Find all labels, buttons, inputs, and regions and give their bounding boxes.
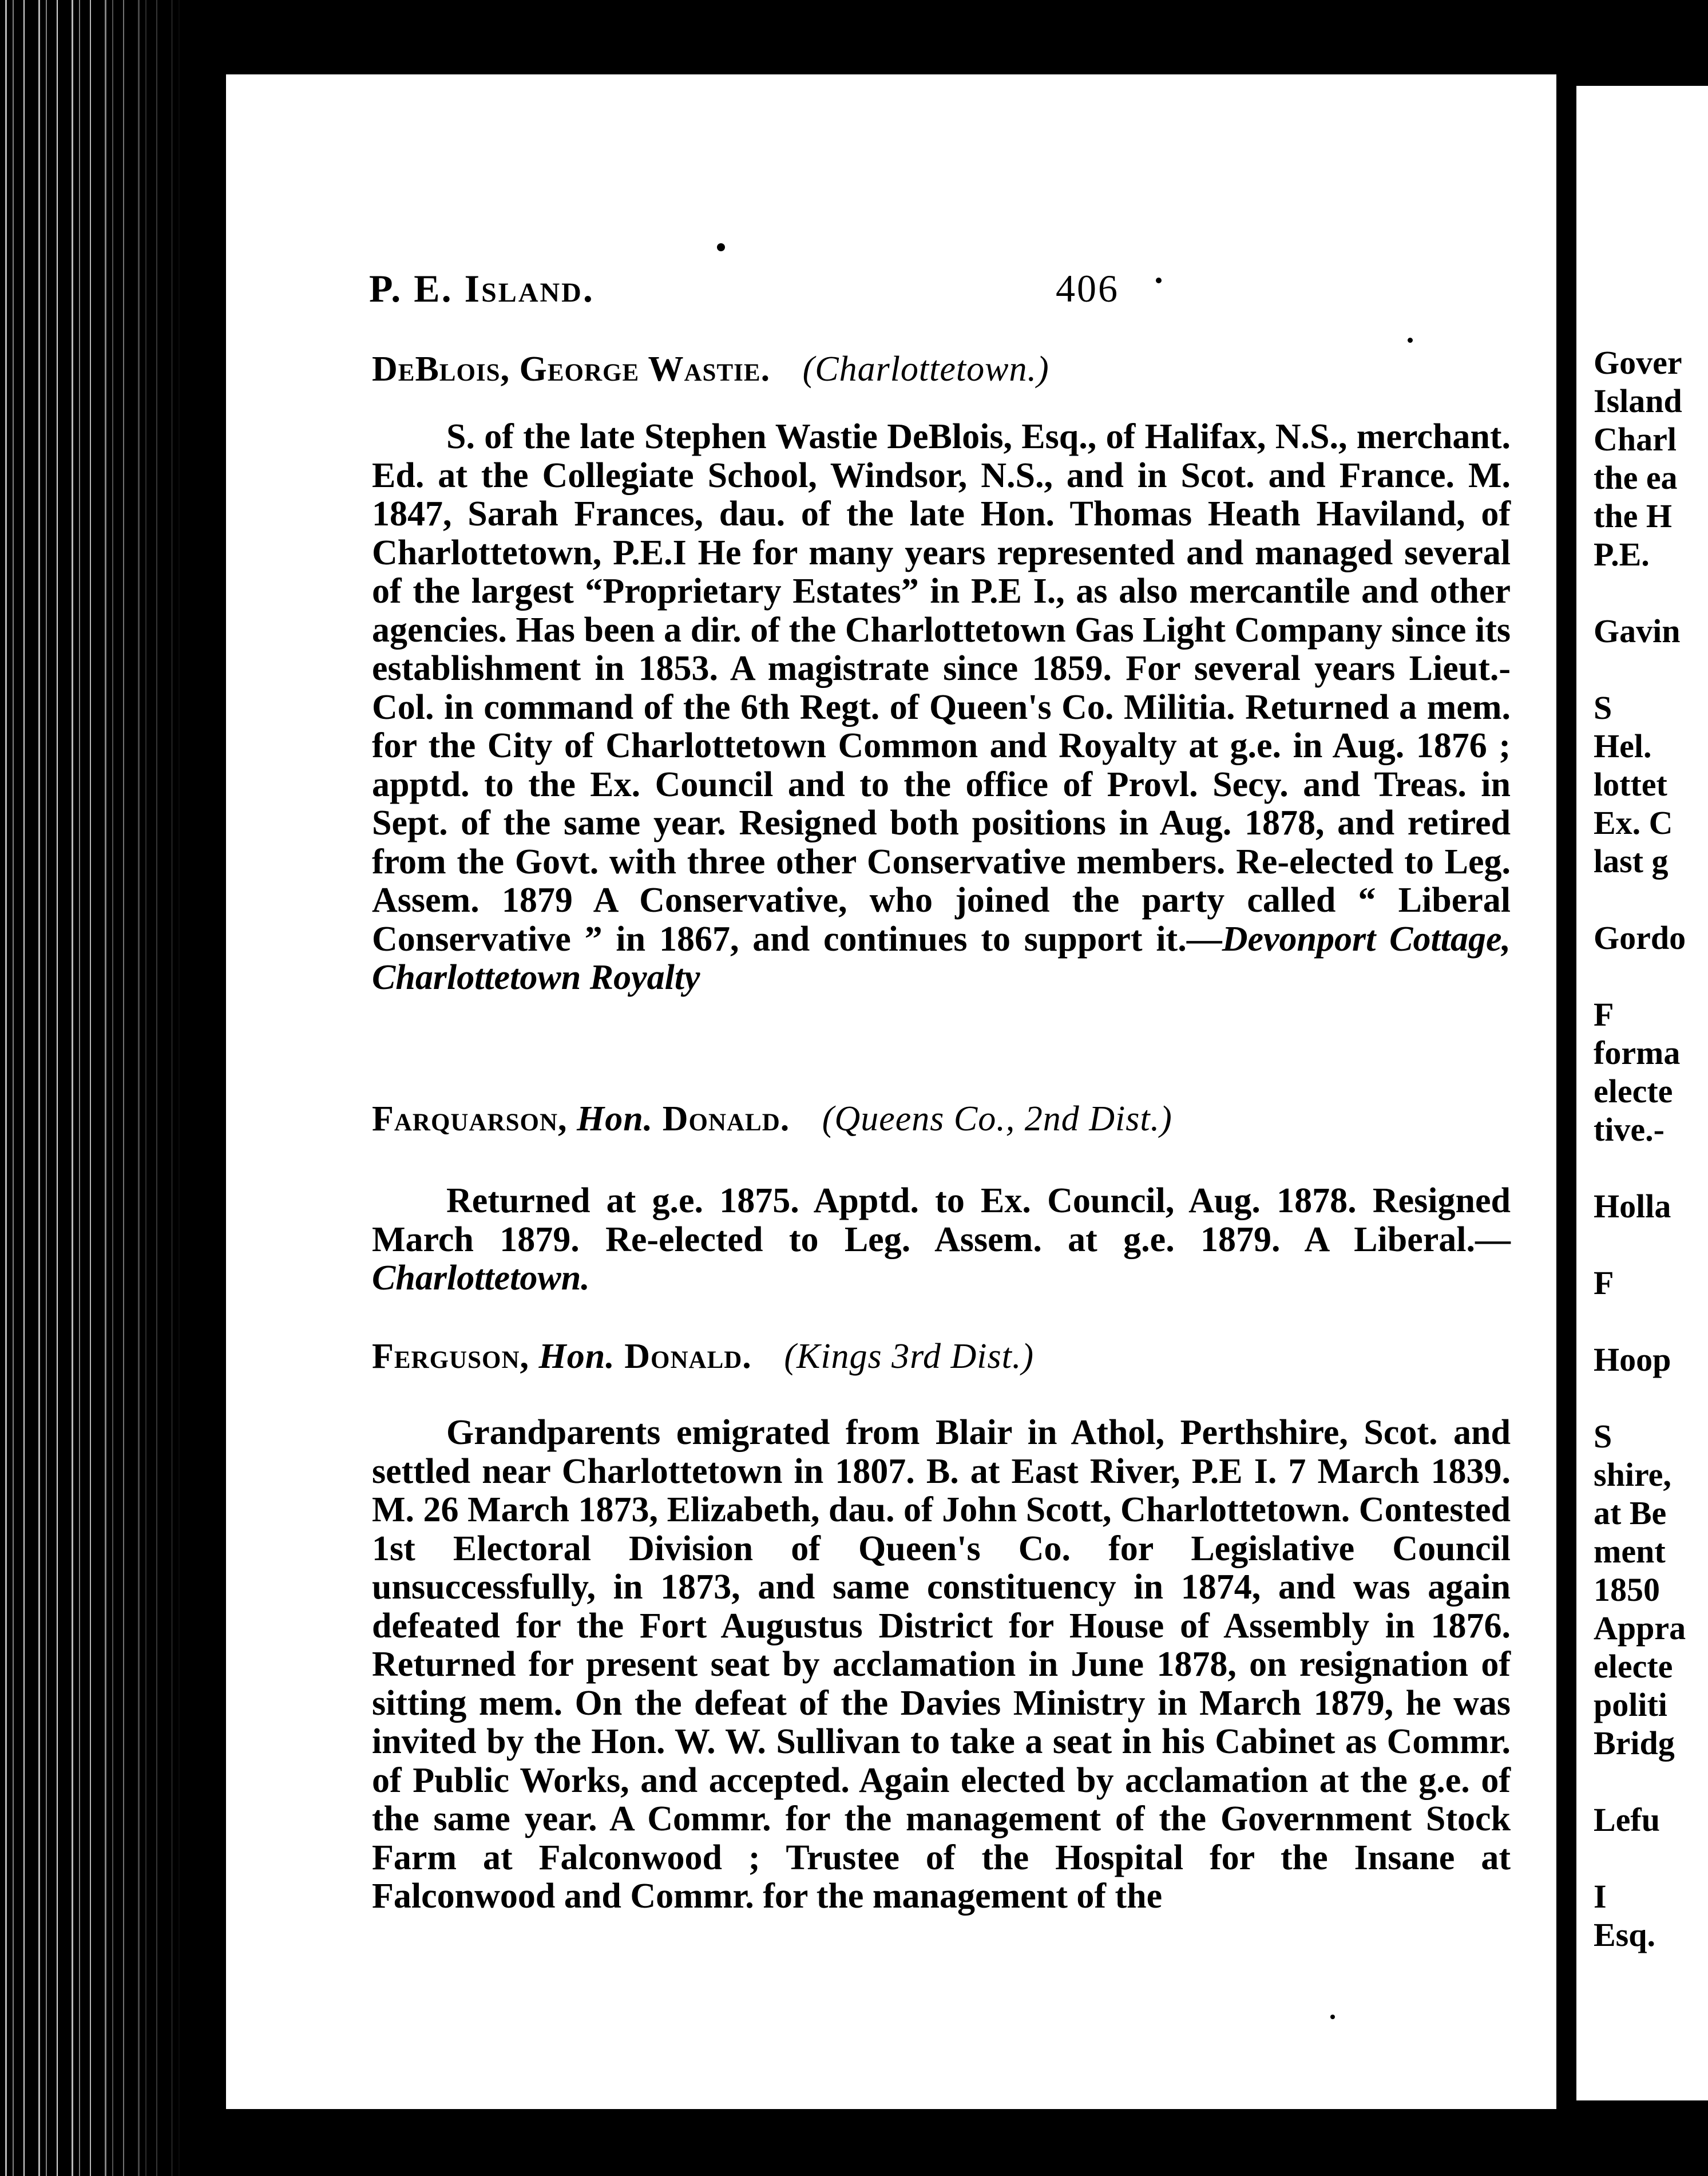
scan-speck — [1156, 278, 1162, 283]
facing-page-line: lottet — [1594, 766, 1667, 803]
entry-location: (Kings 3rd Dist.) — [784, 1337, 1034, 1376]
entry-body — [372, 1414, 1511, 1916]
entry-address: Charlottetown. — [372, 1259, 590, 1297]
facing-page-line: Hoop — [1594, 1341, 1671, 1378]
facing-page-gap — [1576, 650, 1686, 689]
facing-page-text — [1576, 343, 1686, 1954]
entry-title: Hon. — [538, 1337, 615, 1376]
facing-page-line: tive.- — [1594, 1111, 1665, 1148]
entry-surname: Ferguson, — [372, 1337, 530, 1376]
scan-speck — [717, 243, 725, 251]
scan-speck — [1330, 2015, 1335, 2019]
facing-page-line: 1850 — [1594, 1571, 1660, 1608]
entry-surname: DeBlois, — [372, 350, 510, 389]
entry-heading — [372, 349, 1049, 390]
facing-page-line: politi — [1594, 1686, 1667, 1723]
entry-given-name: Donald. — [662, 1099, 790, 1138]
facing-page-line: electe — [1594, 1073, 1673, 1110]
entry-address: Devonport Cottage, Charlottetown Royalty — [372, 919, 1511, 997]
entry-location: (Charlottetown.) — [802, 350, 1049, 389]
facing-page-line: Island — [1594, 382, 1682, 420]
facing-page-line: S — [1594, 689, 1612, 726]
facing-page-line: Ex. C — [1594, 804, 1673, 841]
facing-page-gap — [1576, 1762, 1686, 1801]
entry-text: S. of the late Stephen Wastie DeBlois, Esq., of Halifax, N.S., merchant. Ed. at the Collegiate School, Windsor, N.S., and in Scot. and France. M. 1847, Sarah Frances, dau. of the late Hon. Thomas Heath Haviland, of Charlottetown, P.E.I He for many years represented and managed several of the largest “Proprietary Estates” in P.E I., as also mercantile and other agencies. Has been a dir. of the Charlottetown Gas Light Company since its establishment in 1853. A magistrate since 1859. For several years Lieut.-Col. in command of the 6th Regt. of Queen's Co. Militia. Returned a mem. for the City of Charlottetown Common and Royalty at g.e. in Aug. 1876 ; apptd. to the Ex. Council and to the office of Provl. Secy. and Treas. in Sept. of the same year. Resigned both positions in Aug. 1878, and retired from the Govt. with three other Conservative members. Re-elected to Leg. Assem. 1879 A Conservative, who joined the party called “ Liberal Conservative ” in 1867, and continues to support it.— — [372, 417, 1511, 959]
facing-page-line: Gover — [1594, 344, 1682, 381]
entry-location: (Queens Co., 2nd Dist.) — [822, 1099, 1172, 1138]
facing-page-fragment — [1576, 86, 1708, 2100]
facing-page-line: Esq. — [1594, 1916, 1656, 1953]
entry-text: Grandparents emigrated from Blair in Athol, Perthshire, Scot. and settled near Charlottetown in 1807. B. at East River, P.E I. 7 March 1839. M. 26 March 1873, Elizabeth, dau. of John Scott, Charlottetown. Contested 1st Electoral Division of Queen's Co. for Legislative Council unsuccessfully, in 1873, and same constituency in 1874, and was again defeated for the Fort Augustus District for House of Assembly in 1876. Returned for present seat by acclamation in June 1878, on resignation of sitting mem. On the defeat of the Davies Ministry in March 1879, he was invited by the Hon. W. W. Sullivan to take a seat in his Cabinet as Commr. of Public Works, and accepted. Again elected by acclamation at the g.e. of the same year. A Commr. for the management of the Government Stock Farm at Falconwood ; Trustee of the Hospital for the Insane at Falconwood and Commr. for the management of the — [372, 1413, 1511, 1916]
facing-page-line: Bridg — [1594, 1724, 1675, 1762]
entry-body — [372, 1182, 1511, 1298]
entry-heading — [372, 1336, 1034, 1377]
running-head: P. E. Island. — [369, 267, 595, 310]
facing-page-line: electe — [1594, 1648, 1673, 1685]
facing-page-line: Charl — [1594, 421, 1677, 458]
facing-page-line: Gavin — [1594, 612, 1681, 650]
facing-page-gap — [1576, 957, 1686, 995]
entry-surname: Farquarson, — [372, 1099, 568, 1138]
facing-page-gap — [1576, 1225, 1686, 1264]
facing-page-line: Gordo — [1594, 919, 1686, 956]
facing-page-gap — [1576, 573, 1686, 612]
binding-shadow — [0, 0, 189, 2176]
book-page — [226, 74, 1556, 2109]
entry-heading — [372, 1099, 1172, 1140]
facing-page-line: Lefu — [1594, 1801, 1660, 1838]
facing-page-line: F — [1594, 1264, 1614, 1301]
facing-page-line: ment — [1594, 1533, 1666, 1570]
facing-page-line: I — [1594, 1878, 1607, 1915]
page-number: 406 — [1056, 267, 1119, 310]
facing-page-gap — [1576, 880, 1686, 919]
facing-page-gap — [1576, 1302, 1686, 1340]
facing-page-line: P.E. — [1594, 536, 1650, 573]
facing-page-gap — [1576, 1839, 1686, 1877]
page-header — [369, 266, 1513, 323]
facing-page-line: at Be — [1594, 1494, 1667, 1532]
facing-page-line: Holla — [1594, 1188, 1671, 1225]
facing-page-line: shire, — [1594, 1456, 1671, 1493]
entry-given-name: George Wastie. — [519, 350, 771, 389]
entry-title: Hon. — [577, 1099, 653, 1138]
entry-body — [372, 418, 1511, 998]
facing-page-line: forma — [1594, 1034, 1681, 1071]
facing-page-line: S — [1594, 1418, 1612, 1455]
facing-page-line: Hel. — [1594, 727, 1652, 765]
facing-page-line: last g — [1594, 842, 1669, 880]
scan-speck — [1408, 338, 1413, 343]
facing-page-gap — [1576, 1379, 1686, 1417]
entry-given-name: Donald. — [624, 1337, 752, 1376]
entry-text: Returned at g.e. 1875. Apptd. to Ex. Council, Aug. 1878. Resigned March 1879. Re-elected to Leg. Assem. at g.e. 1879. A Liberal.— — [372, 1181, 1511, 1259]
facing-page-line: the H — [1594, 497, 1672, 535]
facing-page-line: the ea — [1594, 459, 1678, 496]
facing-page-line: F — [1594, 996, 1614, 1033]
facing-page-gap — [1576, 1149, 1686, 1187]
facing-page-line: Appra — [1594, 1609, 1686, 1647]
